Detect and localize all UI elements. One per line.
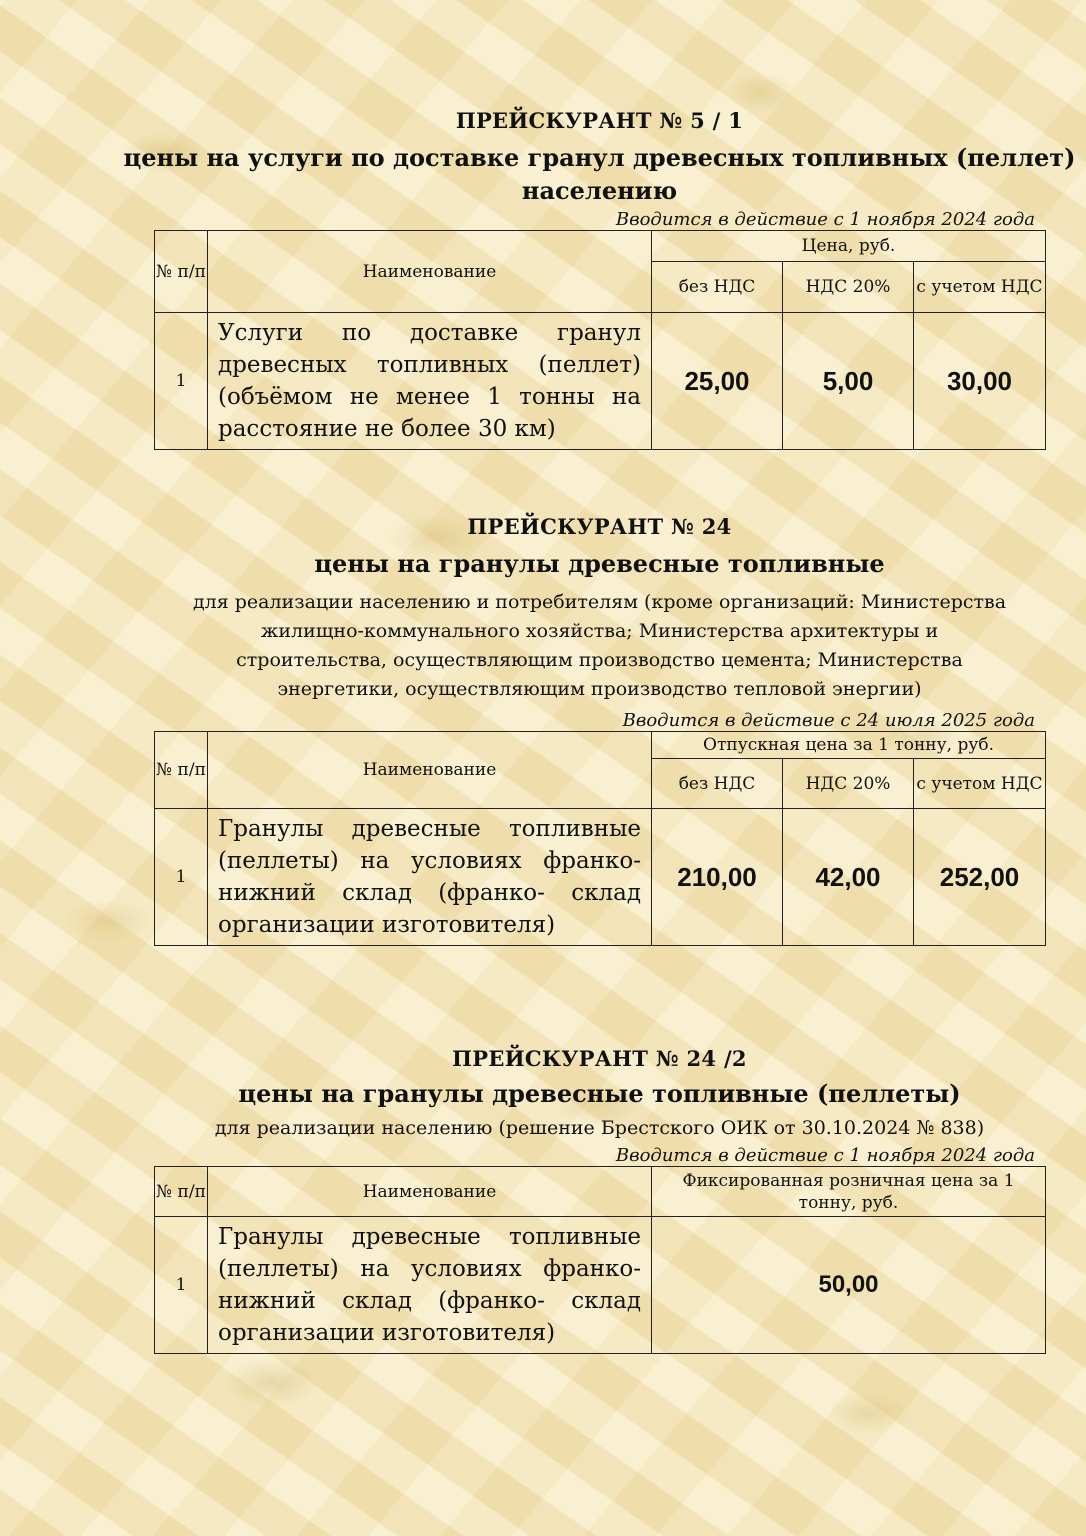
header-without-vat: без НДС (652, 262, 783, 313)
effective-date: Вводится в действие с 1 ноября 2024 года (615, 1145, 1035, 1166)
header-vat: НДС 20% (783, 262, 914, 313)
price-table (154, 230, 1046, 450)
row-name: Гранулы древесные топливные (пеллеты) на условиях франко-нижний склад (франко- склад организации изготовителя) (208, 1217, 652, 1354)
table-row (155, 313, 1046, 450)
vat-amount: 5,00 (783, 313, 914, 450)
row-number: 1 (155, 313, 208, 450)
row-name: Услуги по доставке гранул древесных топливных (пеллет) (объёмом не менее 1 тонны на расстояние не более 30 км) (208, 313, 652, 450)
price-list-subtitle: цены на услуги по доставке гранул древесных топливных (пеллет) населению (123, 143, 1076, 205)
retail-price: 50,00 (652, 1217, 1046, 1354)
price-with-vat: 30,00 (914, 313, 1046, 450)
table-row (155, 809, 1046, 946)
header-without-vat: без НДС (652, 759, 783, 809)
header-price: Фиксированная розничная цена за 1 тонну, руб. (652, 1167, 1046, 1217)
price-list-subtitle: цены на гранулы древесные топливные (пеллеты) (238, 1079, 961, 1108)
price-with-vat: 252,00 (914, 809, 1046, 946)
price-list-24 (154, 514, 1045, 946)
row-number: 1 (155, 809, 208, 946)
price-table (154, 1166, 1046, 1354)
price-list-title: ПРЕЙСКУРАНТ № 5 / 1 (455, 108, 744, 133)
header-name: Наименование (208, 1167, 652, 1217)
price-list-subtitle: цены на гранулы древесные топливные (314, 549, 885, 578)
header-with-vat: с учетом НДС (914, 759, 1046, 809)
effective-date: Вводится в действие с 24 июля 2025 года (622, 710, 1035, 731)
price-list-title: ПРЕЙСКУРАНТ № 24 (467, 514, 732, 539)
row-number: 1 (155, 1217, 208, 1354)
vat-amount: 42,00 (783, 809, 914, 946)
table-row (155, 1217, 1046, 1354)
price-list-description: для реализации населению (решение Брестского ОИК от 30.10.2024 № 838) (214, 1117, 985, 1139)
header-no: № п/п (155, 231, 208, 313)
header-name: Наименование (208, 732, 652, 809)
header-vat: НДС 20% (783, 759, 914, 809)
price-list-24-2 (154, 1046, 1045, 1354)
header-price: Отпускная цена за 1 тонну, руб. (652, 732, 1046, 759)
effective-date: Вводится в действие с 1 ноября 2024 года (615, 209, 1035, 230)
header-price: Цена, руб. (652, 231, 1046, 262)
price-list-title: ПРЕЙСКУРАНТ № 24 /2 (452, 1046, 747, 1071)
header-name: Наименование (208, 231, 652, 313)
row-name: Гранулы древесные топливные (пеллеты) на условиях франко-нижний склад (франко- склад организации изготовителя) (208, 809, 652, 946)
header-no: № п/п (155, 732, 208, 809)
price-list-5-1 (123, 108, 1076, 450)
price-without-vat: 210,00 (652, 809, 783, 946)
header-with-vat: с учетом НДС (914, 262, 1046, 313)
price-without-vat: 25,00 (652, 313, 783, 450)
price-table (154, 731, 1046, 946)
header-no: № п/п (155, 1167, 208, 1217)
price-list-description: для реализации населению и потребителям (кроме организаций: Министерства жилищно-коммунального хозяйства; Министерства архитектуры и строительства, осуществляющим производство цемента; Министерства энергетики, осуществляющим производство тепловой энергии) (192, 591, 1007, 700)
